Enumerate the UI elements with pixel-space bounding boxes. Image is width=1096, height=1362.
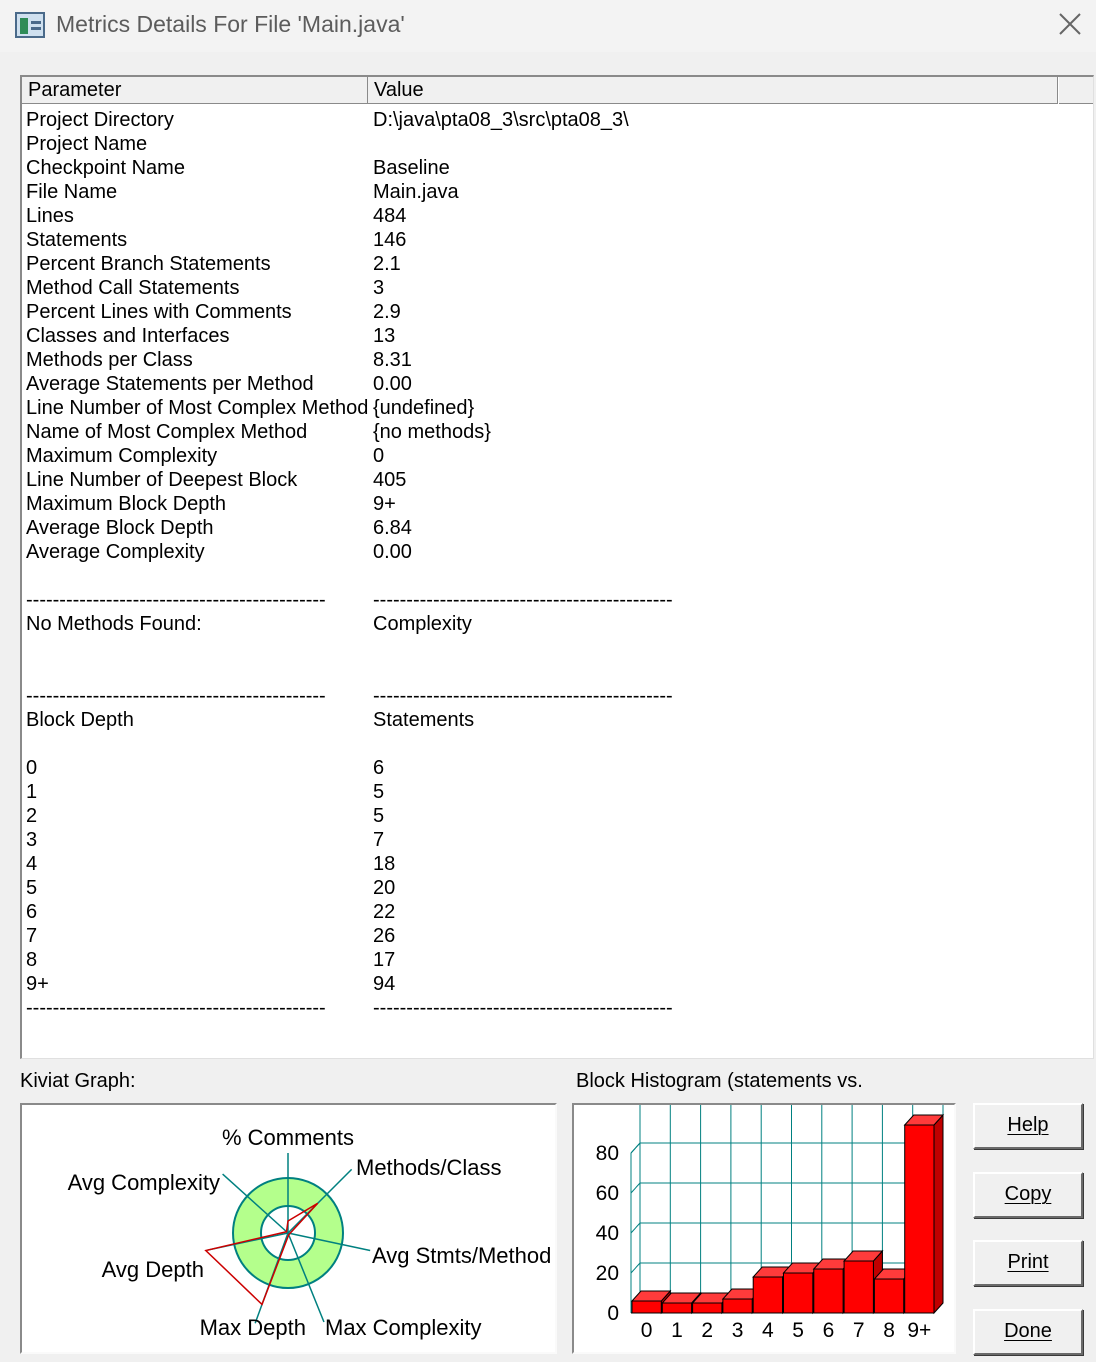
table-row[interactable]: [26, 612, 1086, 636]
table-row[interactable]: [26, 180, 1086, 204]
row-parameter: Methods per Class: [26, 349, 193, 371]
row-parameter: No Methods Found:: [26, 613, 202, 635]
x-tick-label: 9+: [907, 1319, 932, 1342]
row-value: 7: [373, 829, 385, 851]
row-parameter: Average Block Depth: [26, 517, 214, 539]
kiviat-axis-label: Methods/Class: [356, 1155, 502, 1180]
table-row[interactable]: [26, 900, 1086, 924]
row-value: 18: [373, 853, 396, 875]
row-parameter: 4: [26, 853, 38, 875]
table-row[interactable]: [26, 228, 1086, 252]
kiviat-axis-label: % Comments: [221, 1125, 355, 1150]
kiviat-axis-label: Max Depth: [199, 1315, 306, 1340]
metrics-table[interactable]: [20, 75, 1094, 1059]
table-row[interactable]: [26, 924, 1086, 948]
row-value: 2.1: [373, 253, 401, 275]
table-row[interactable]: [26, 828, 1086, 852]
x-tick-label: 0: [640, 1319, 653, 1342]
histogram-svg: [574, 1105, 954, 1352]
window-title: Metrics Details For File 'Main.java': [56, 11, 405, 37]
table-row[interactable]: [26, 276, 1086, 300]
bar-side: [934, 1115, 943, 1313]
table-header: [22, 77, 1094, 104]
row-value: 5: [373, 781, 385, 803]
table-row[interactable]: [26, 156, 1086, 180]
title-bar: [0, 0, 1096, 52]
row-parameter: ---------------------------------------------: [26, 997, 326, 1019]
bar: [905, 1125, 934, 1313]
row-parameter: Block Depth: [26, 709, 134, 731]
row-value: 94: [373, 973, 396, 995]
table-row[interactable]: [26, 252, 1086, 276]
table-row[interactable]: [26, 876, 1086, 900]
row-parameter: 2: [26, 805, 38, 827]
bar: [874, 1279, 903, 1313]
row-value: 26: [373, 925, 396, 947]
row-parameter: 6: [26, 901, 38, 923]
row-parameter: Average Complexity: [26, 541, 205, 563]
table-row[interactable]: [26, 204, 1086, 228]
row-parameter: ---------------------------------------------: [26, 685, 326, 707]
copy-button[interactable]: Copy: [973, 1172, 1083, 1218]
x-tick-label: 4: [762, 1319, 774, 1342]
grid-line-diagonal: [631, 1143, 640, 1153]
column-header-value[interactable]: Value: [368, 77, 1058, 104]
row-value: 2.9: [373, 301, 401, 323]
bar: [662, 1303, 691, 1313]
y-tick-label: 40: [595, 1222, 619, 1245]
row-value: D:\java\pta08_3\src\pta08_3\: [373, 109, 629, 131]
x-tick-label: 3: [731, 1319, 744, 1342]
done-button[interactable]: Done: [973, 1309, 1083, 1355]
table-row[interactable]: [26, 660, 1086, 684]
table-row[interactable]: [26, 780, 1086, 804]
kiviat-axis-label: Max Complexity: [325, 1315, 482, 1340]
x-tick-label: 6: [822, 1319, 835, 1342]
row-parameter: Name of Most Complex Method: [26, 421, 308, 443]
grid-line-diagonal: [631, 1223, 640, 1233]
y-tick-label: 0: [607, 1302, 619, 1325]
table-row[interactable]: [26, 804, 1086, 828]
table-row[interactable]: [26, 468, 1086, 492]
row-value: Baseline: [373, 157, 450, 179]
table-row[interactable]: [26, 540, 1086, 564]
row-parameter: Line Number of Deepest Block: [26, 469, 298, 491]
x-tick-label: 2: [701, 1319, 714, 1342]
bar: [723, 1299, 752, 1313]
row-parameter: 8: [26, 949, 38, 971]
row-value: 6.84: [373, 517, 412, 539]
row-value: ---------------------------------------------: [373, 997, 673, 1019]
row-parameter: 9+: [26, 973, 49, 995]
table-row[interactable]: [26, 684, 1086, 708]
row-parameter: 3: [26, 829, 38, 851]
row-parameter: 1: [26, 781, 38, 803]
row-parameter: Average Statements per Method: [26, 373, 314, 395]
block-histogram: [572, 1103, 956, 1354]
row-parameter: Statements: [26, 229, 128, 251]
y-tick-label: 20: [595, 1262, 619, 1285]
bar: [632, 1301, 661, 1313]
row-parameter: 5: [26, 877, 38, 899]
row-value: 3: [373, 277, 385, 299]
row-parameter: Method Call Statements: [26, 277, 240, 299]
table-row[interactable]: [26, 396, 1086, 420]
kiviat-axis-label: Avg Depth: [101, 1257, 204, 1282]
row-parameter: Project Name: [26, 133, 148, 155]
table-row[interactable]: [26, 852, 1086, 876]
row-value: 0: [373, 445, 385, 467]
bar: [693, 1303, 722, 1313]
x-tick-label: 7: [852, 1319, 865, 1342]
app-icon: [15, 12, 45, 38]
row-parameter: 7: [26, 925, 38, 947]
x-tick-label: 1: [671, 1319, 683, 1342]
bar: [844, 1261, 873, 1313]
print-button[interactable]: Print: [973, 1240, 1083, 1286]
table-row[interactable]: [26, 732, 1086, 756]
row-parameter: Lines: [26, 205, 74, 227]
row-value: Complexity: [373, 613, 472, 635]
kiviat-graph: [20, 1103, 557, 1354]
kiviat-svg: [22, 1105, 555, 1352]
row-value: 20: [373, 877, 396, 899]
table-row[interactable]: [26, 972, 1086, 996]
x-tick-label: 5: [792, 1319, 804, 1342]
row-value: {no methods}: [373, 421, 491, 443]
table-rows: [26, 108, 1086, 1020]
kiviat-axis-label: Avg Complexity: [67, 1170, 220, 1195]
row-parameter: Maximum Complexity: [26, 445, 218, 467]
row-value: 5: [373, 805, 385, 827]
row-value: 8.31: [373, 349, 412, 371]
row-parameter: Maximum Block Depth: [26, 493, 227, 515]
table-row[interactable]: [26, 492, 1086, 516]
row-value: ---------------------------------------------: [373, 589, 673, 611]
row-value: 0.00: [373, 541, 412, 563]
row-value: 0.00: [373, 373, 412, 395]
help-button[interactable]: Help: [973, 1103, 1083, 1149]
table-row[interactable]: [26, 564, 1086, 588]
close-icon[interactable]: [1054, 8, 1086, 40]
table-row[interactable]: [26, 636, 1086, 660]
table-row[interactable]: [26, 132, 1086, 156]
column-header-blank: [1058, 77, 1094, 104]
kiviat-axis-label: Avg Stmts/Method: [372, 1243, 552, 1268]
grid-line-diagonal: [631, 1183, 640, 1193]
row-parameter: Line Number of Most Complex Method: [26, 397, 369, 419]
column-header-parameter[interactable]: Parameter: [22, 77, 368, 104]
x-tick-label: 8: [883, 1319, 895, 1342]
row-parameter: Classes and Interfaces: [26, 325, 230, 347]
y-tick-label: 60: [595, 1182, 619, 1205]
table-row[interactable]: [26, 516, 1086, 540]
row-value: {undefined}: [373, 397, 475, 419]
row-value: 17: [373, 949, 396, 971]
table-row[interactable]: [26, 948, 1086, 972]
row-parameter: 0: [26, 757, 38, 779]
table-row[interactable]: [26, 420, 1086, 444]
row-value: 484: [373, 205, 407, 227]
table-row[interactable]: [26, 444, 1086, 468]
bar: [814, 1269, 843, 1313]
row-parameter: Checkpoint Name: [26, 157, 185, 179]
table-row[interactable]: [26, 756, 1086, 780]
row-value: 146: [373, 229, 407, 251]
table-row[interactable]: [26, 300, 1086, 324]
bar: [784, 1273, 813, 1313]
row-value: 9+: [373, 493, 396, 515]
table-row[interactable]: [26, 108, 1086, 132]
table-row[interactable]: [26, 588, 1086, 612]
histogram-label: Block Histogram (statements vs.: [576, 1070, 863, 1092]
kiviat-label: Kiviat Graph:: [20, 1070, 136, 1092]
row-parameter: Percent Branch Statements: [26, 253, 271, 275]
row-value: Main.java: [373, 181, 459, 203]
row-value: 405: [373, 469, 407, 491]
row-value: Statements: [373, 709, 475, 731]
row-parameter: Percent Lines with Comments: [26, 301, 292, 323]
table-row[interactable]: [26, 708, 1086, 732]
row-value: 6: [373, 757, 385, 779]
y-tick-label: 80: [595, 1142, 619, 1165]
row-value: ---------------------------------------------: [373, 685, 673, 707]
grid-line-diagonal: [631, 1263, 640, 1273]
table-row[interactable]: [26, 348, 1086, 372]
bar: [753, 1277, 782, 1313]
row-parameter: File Name: [26, 181, 118, 203]
row-parameter: ---------------------------------------------: [26, 589, 326, 611]
row-parameter: Project Directory: [26, 109, 174, 131]
row-value: 13: [373, 325, 396, 347]
row-value: 22: [373, 901, 396, 923]
table-row[interactable]: [26, 372, 1086, 396]
table-row[interactable]: [26, 996, 1086, 1020]
table-row[interactable]: [26, 324, 1086, 348]
